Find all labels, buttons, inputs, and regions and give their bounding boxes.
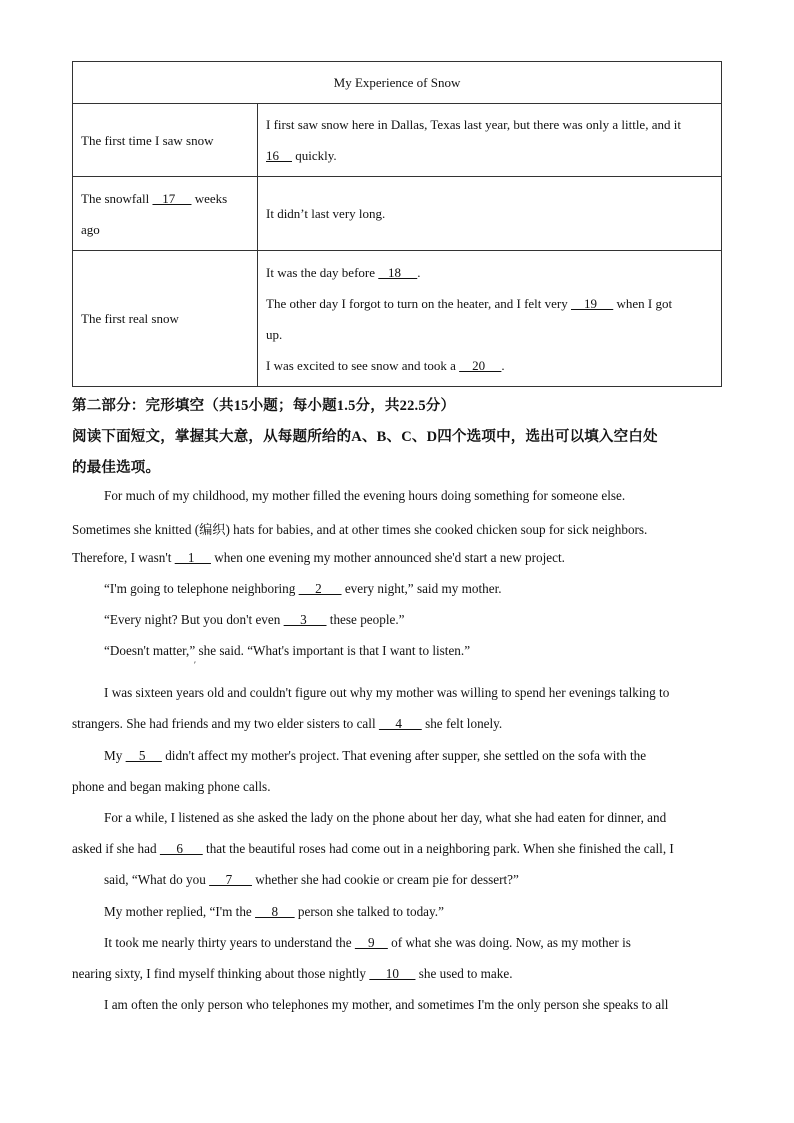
table-row bbox=[73, 177, 722, 251]
passage-line: I am often the only person who telephones my mother, and sometimes I'm the only person she speaks to all bbox=[104, 997, 669, 1012]
table-title-row bbox=[73, 62, 722, 104]
passage-line: Therefore, I wasn't 1 when one evening my mother announced she'd start a new project. bbox=[72, 550, 565, 565]
passage-line: “I'm going to telephone neighboring 2 every night,” said my mother. bbox=[104, 581, 502, 596]
cell-line: I first saw snow here in Dallas, Texas last year, but there was only a little, and it bbox=[266, 117, 681, 132]
answer-blank: 6 bbox=[159, 841, 203, 856]
cell-text: The first real snow bbox=[81, 311, 179, 326]
table-cell-label bbox=[73, 177, 258, 251]
answer-blank: 5 bbox=[125, 748, 162, 763]
passage-line: said, “What do you 7 whether she had cookie or cream pie for dessert?” bbox=[104, 872, 519, 887]
passage-line: nearing sixty, I find myself thinking about those nightly 10 she used to make. bbox=[72, 966, 513, 981]
passage-line: “Doesn't matter,” she said. “What's important is that I want to listen.” bbox=[104, 643, 471, 658]
passage-line: My 5 didn't affect my mother's project. That evening after supper, she settled on the sofa with the bbox=[104, 748, 647, 763]
passage-line: For a while, I listened as she asked the lady on the phone about her day, what she had eaten for dinner, and bbox=[104, 810, 667, 825]
answer-blank: 7 bbox=[209, 872, 252, 887]
answer-blank: 18 bbox=[378, 264, 418, 280]
snow-experience-table bbox=[72, 61, 722, 387]
answer-blank: 4 bbox=[378, 716, 422, 731]
table-cell-label bbox=[73, 104, 258, 177]
cell-line: I was excited to see snow and took a 20 . bbox=[266, 357, 505, 373]
cell-line: The snowfall 17 weeks bbox=[81, 190, 228, 206]
passage-line: asked if she had 6 that the beautiful roses had come out in a neighboring park. When she finished the call, I bbox=[72, 841, 674, 856]
passage-line: “Every night? But you don't even 3 these people.” bbox=[104, 612, 405, 627]
table-cell-content bbox=[258, 177, 722, 251]
stray-mark: ′ bbox=[194, 660, 196, 670]
passage-line: I was sixteen years old and couldn't figure out why my mother was willing to spend her evenings talking to bbox=[104, 685, 670, 700]
answer-blank: 10 bbox=[369, 966, 416, 981]
cell-text: The first time I saw snow bbox=[81, 132, 214, 148]
section-instruction: 的最佳选项。 bbox=[72, 460, 161, 476]
table-row bbox=[73, 104, 722, 177]
answer-blank: 1 bbox=[174, 550, 211, 565]
answer-blank: 3 bbox=[283, 612, 327, 627]
cell-text: It didn’t last very long. bbox=[266, 206, 386, 221]
cell-line: ago bbox=[81, 221, 100, 237]
answer-blank: 9 bbox=[354, 935, 388, 950]
cell-line: up. bbox=[266, 326, 283, 342]
passage-line: Sometimes she knitted (编织) hats for babies, and at other times she cooked chicken soup for sick neighbors. bbox=[72, 522, 648, 537]
table-cell-label bbox=[73, 251, 258, 387]
answer-blank: 16 bbox=[266, 148, 292, 163]
passage-line: It took me nearly thirty years to understand the 9 of what she was doing. Now, as my mother is bbox=[104, 935, 631, 950]
answer-blank: 2 bbox=[298, 581, 342, 596]
answer-blank: 20 bbox=[459, 357, 502, 373]
cell-line: The other day I forgot to turn on the heater, and I felt very 19 when I got bbox=[266, 295, 673, 311]
table-row bbox=[73, 251, 722, 387]
answer-blank: 8 bbox=[255, 904, 295, 919]
table-title: My Experience of Snow bbox=[73, 62, 722, 104]
answer-blank: 17 bbox=[152, 190, 192, 206]
passage-line: phone and began making phone calls. bbox=[72, 779, 271, 794]
table-cell-content bbox=[258, 251, 722, 387]
section-heading: 第二部分：完形填空（共15小题；每小题1.5分，共22.5分） bbox=[72, 398, 456, 414]
passage-line: For much of my childhood, my mother filled the evening hours doing something for someone else. bbox=[104, 488, 626, 503]
section-instruction: 阅读下面短文，掌握其大意，从每题所给的A、B、C、D四个选项中，选出可以填入空白处 bbox=[72, 429, 658, 445]
answer-blank: 19 bbox=[571, 295, 614, 311]
cell-line: 16 quickly. bbox=[266, 148, 337, 163]
passage-line: My mother replied, “I'm the 8 person she talked to today.” bbox=[104, 904, 444, 919]
cell-line: It was the day before 18 . bbox=[266, 264, 421, 280]
passage-line: strangers. She had friends and my two elder sisters to call 4 she felt lonely. bbox=[72, 716, 503, 731]
table-cell-content bbox=[258, 104, 722, 177]
